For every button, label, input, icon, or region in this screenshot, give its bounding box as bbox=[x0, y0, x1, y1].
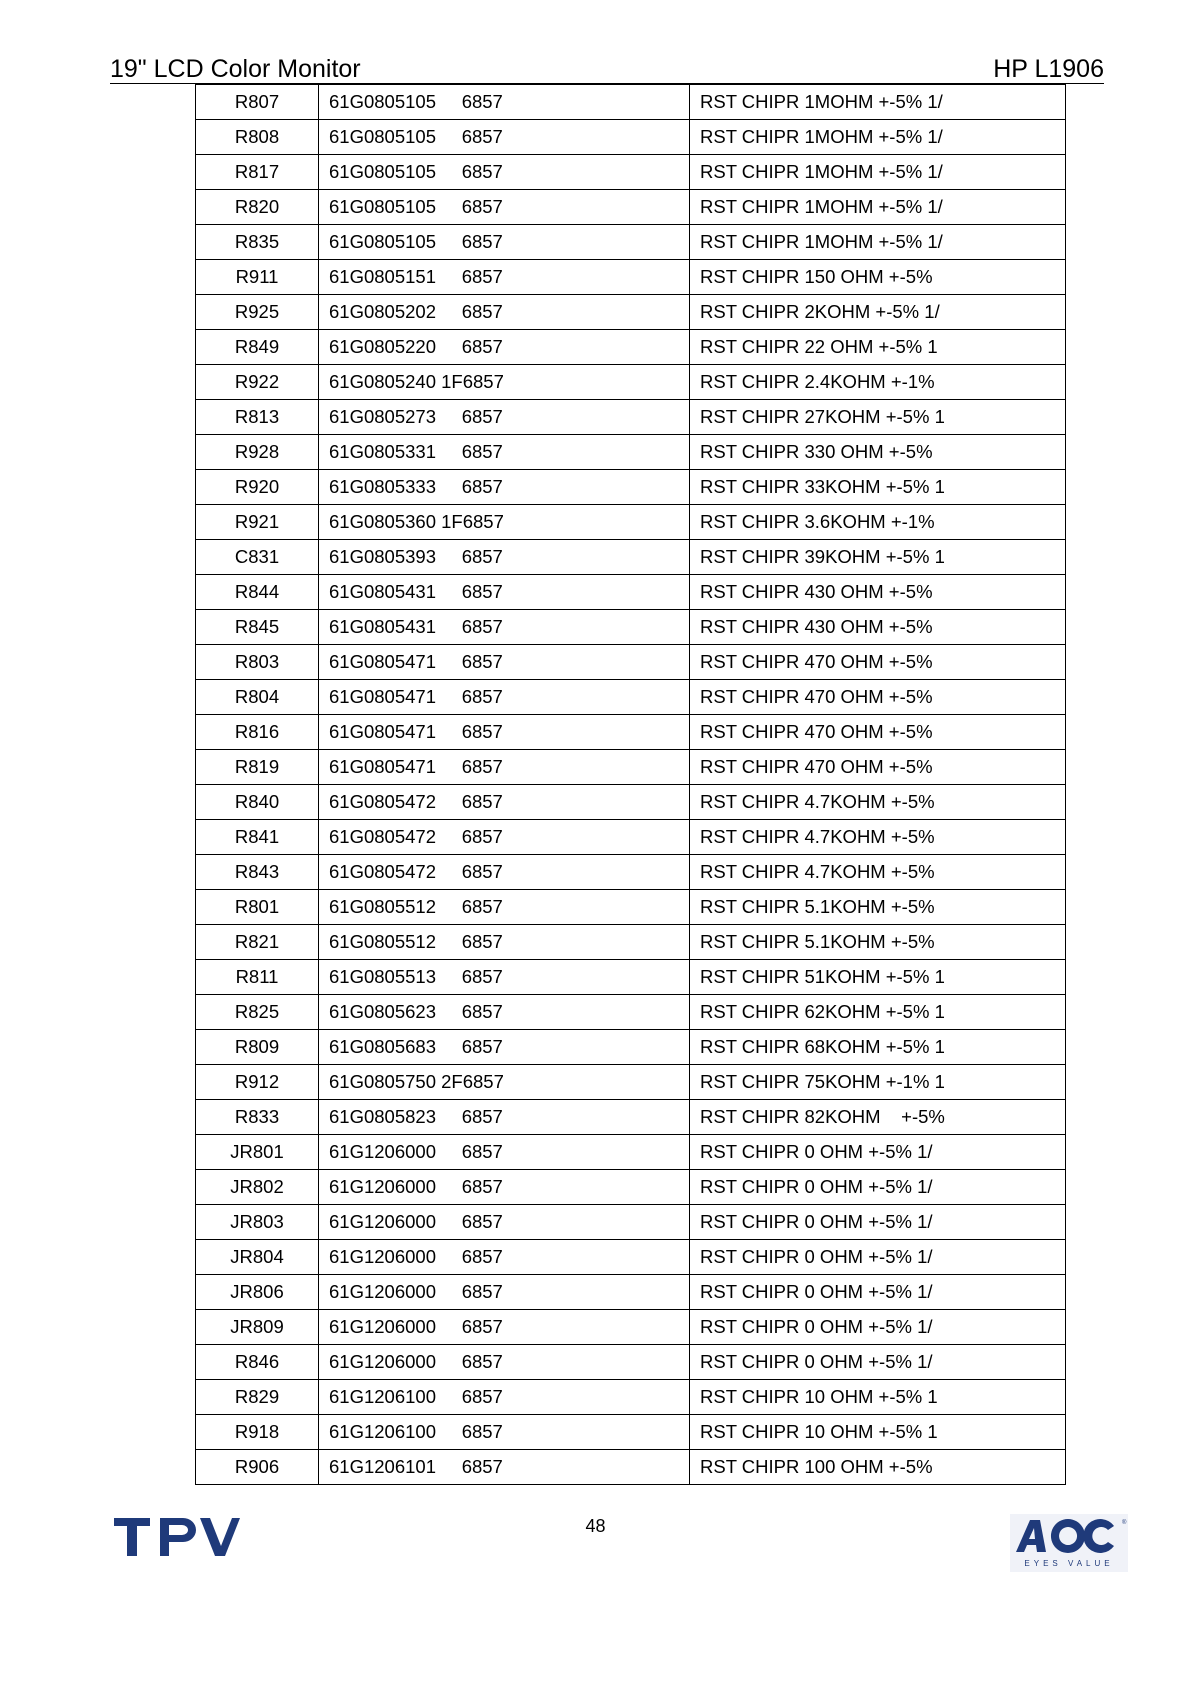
ref-cell: JR803 bbox=[196, 1205, 319, 1240]
part-number-cell: 61G0805512 6857 bbox=[319, 890, 690, 925]
description-cell: RST CHIPR 0 OHM +-5% 1/ bbox=[690, 1310, 1066, 1345]
table-row bbox=[196, 855, 1066, 890]
table-row bbox=[196, 575, 1066, 610]
table-row bbox=[196, 1415, 1066, 1450]
ref-cell: R928 bbox=[196, 435, 319, 470]
table-row bbox=[196, 295, 1066, 330]
description-cell: RST CHIPR 10 OHM +-5% 1 bbox=[690, 1380, 1066, 1415]
part-number-cell: 61G1206100 6857 bbox=[319, 1380, 690, 1415]
table-row bbox=[196, 1345, 1066, 1380]
part-number-cell: 61G1206000 6857 bbox=[319, 1275, 690, 1310]
table-row bbox=[196, 85, 1066, 120]
table-row bbox=[196, 190, 1066, 225]
description-cell: RST CHIPR 470 OHM +-5% bbox=[690, 645, 1066, 680]
table-row bbox=[196, 1065, 1066, 1100]
ref-cell: R911 bbox=[196, 260, 319, 295]
table-row bbox=[196, 1240, 1066, 1275]
tpv-logo bbox=[114, 1516, 240, 1565]
table-row bbox=[196, 1135, 1066, 1170]
description-cell: RST CHIPR 82KOHM +-5% bbox=[690, 1100, 1066, 1135]
table-row bbox=[196, 960, 1066, 995]
table-row bbox=[196, 155, 1066, 190]
part-number-cell: 61G0805471 6857 bbox=[319, 680, 690, 715]
description-cell: RST CHIPR 430 OHM +-5% bbox=[690, 575, 1066, 610]
ref-cell: R808 bbox=[196, 120, 319, 155]
part-number-cell: 61G0805393 6857 bbox=[319, 540, 690, 575]
description-cell: RST CHIPR 430 OHM +-5% bbox=[690, 610, 1066, 645]
page-header bbox=[110, 50, 1104, 84]
ref-cell: R844 bbox=[196, 575, 319, 610]
description-cell: RST CHIPR 51KOHM +-5% 1 bbox=[690, 960, 1066, 995]
ref-cell: R804 bbox=[196, 680, 319, 715]
ref-cell: R920 bbox=[196, 470, 319, 505]
ref-cell: R803 bbox=[196, 645, 319, 680]
part-number-cell: 61G0805683 6857 bbox=[319, 1030, 690, 1065]
part-number-cell: 61G1206000 6857 bbox=[319, 1170, 690, 1205]
ref-cell: R918 bbox=[196, 1415, 319, 1450]
table-row bbox=[196, 505, 1066, 540]
table-row bbox=[196, 330, 1066, 365]
part-number-cell: 61G1206000 6857 bbox=[319, 1240, 690, 1275]
part-number-cell: 61G0805471 6857 bbox=[319, 645, 690, 680]
description-cell: RST CHIPR 0 OHM +-5% 1/ bbox=[690, 1135, 1066, 1170]
description-cell: RST CHIPR 0 OHM +-5% 1/ bbox=[690, 1240, 1066, 1275]
ref-cell: R816 bbox=[196, 715, 319, 750]
table-row bbox=[196, 1380, 1066, 1415]
ref-cell: R845 bbox=[196, 610, 319, 645]
ref-cell: JR801 bbox=[196, 1135, 319, 1170]
ref-cell: R820 bbox=[196, 190, 319, 225]
part-number-cell: 61G0805623 6857 bbox=[319, 995, 690, 1030]
table-row bbox=[196, 1450, 1066, 1485]
part-number-cell: 61G0805471 6857 bbox=[319, 750, 690, 785]
description-cell: RST CHIPR 0 OHM +-5% 1/ bbox=[690, 1170, 1066, 1205]
ref-cell: R809 bbox=[196, 1030, 319, 1065]
table-row bbox=[196, 1100, 1066, 1135]
part-number-cell: 61G0805431 6857 bbox=[319, 575, 690, 610]
part-number-cell: 61G1206000 6857 bbox=[319, 1345, 690, 1380]
table-row bbox=[196, 680, 1066, 715]
description-cell: RST CHIPR 4.7KOHM +-5% bbox=[690, 785, 1066, 820]
table-row bbox=[196, 400, 1066, 435]
description-cell: RST CHIPR 3.6KOHM +-1% bbox=[690, 505, 1066, 540]
table-row bbox=[196, 365, 1066, 400]
ref-cell: JR809 bbox=[196, 1310, 319, 1345]
description-cell: RST CHIPR 27KOHM +-5% 1 bbox=[690, 400, 1066, 435]
ref-cell: R835 bbox=[196, 225, 319, 260]
ref-cell: R843 bbox=[196, 855, 319, 890]
part-number-cell: 61G0805151 6857 bbox=[319, 260, 690, 295]
aoc-tagline: EYES VALUE bbox=[1024, 1559, 1114, 1568]
description-cell: RST CHIPR 10 OHM +-5% 1 bbox=[690, 1415, 1066, 1450]
table-row bbox=[196, 1170, 1066, 1205]
ref-cell: R846 bbox=[196, 1345, 319, 1380]
part-number-cell: 61G0805105 6857 bbox=[319, 225, 690, 260]
ref-cell: R817 bbox=[196, 155, 319, 190]
table-row bbox=[196, 260, 1066, 295]
table-row bbox=[196, 750, 1066, 785]
table-row bbox=[196, 1275, 1066, 1310]
description-cell: RST CHIPR 2.4KOHM +-1% bbox=[690, 365, 1066, 400]
aoc-logo bbox=[1010, 1514, 1128, 1577]
ref-cell: R801 bbox=[196, 890, 319, 925]
table-row bbox=[196, 1030, 1066, 1065]
description-cell: RST CHIPR 150 OHM +-5% bbox=[690, 260, 1066, 295]
part-number-cell: 61G0805431 6857 bbox=[319, 610, 690, 645]
part-number-cell: 61G1206101 6857 bbox=[319, 1450, 690, 1485]
part-number-cell: 61G0805471 6857 bbox=[319, 715, 690, 750]
ref-cell: R841 bbox=[196, 820, 319, 855]
part-number-cell: 61G0805273 6857 bbox=[319, 400, 690, 435]
description-cell: RST CHIPR 1MOHM +-5% 1/ bbox=[690, 190, 1066, 225]
part-number-cell: 61G1206000 6857 bbox=[319, 1205, 690, 1240]
ref-cell: R811 bbox=[196, 960, 319, 995]
part-number-cell: 61G0805331 6857 bbox=[319, 435, 690, 470]
table-row bbox=[196, 890, 1066, 925]
description-cell: RST CHIPR 470 OHM +-5% bbox=[690, 715, 1066, 750]
table-row bbox=[196, 995, 1066, 1030]
part-number-cell: 61G0805360 1F6857 bbox=[319, 505, 690, 540]
description-cell: RST CHIPR 75KOHM +-1% 1 bbox=[690, 1065, 1066, 1100]
part-number-cell: 61G0805513 6857 bbox=[319, 960, 690, 995]
description-cell: RST CHIPR 2KOHM +-5% 1/ bbox=[690, 295, 1066, 330]
table-row bbox=[196, 470, 1066, 505]
description-cell: RST CHIPR 5.1KOHM +-5% bbox=[690, 925, 1066, 960]
description-cell: RST CHIPR 0 OHM +-5% 1/ bbox=[690, 1345, 1066, 1380]
ref-cell: R813 bbox=[196, 400, 319, 435]
part-number-cell: 61G0805750 2F6857 bbox=[319, 1065, 690, 1100]
ref-cell: R921 bbox=[196, 505, 319, 540]
part-number-cell: 61G0805472 6857 bbox=[319, 785, 690, 820]
description-cell: RST CHIPR 1MOHM +-5% 1/ bbox=[690, 155, 1066, 190]
ref-cell: R912 bbox=[196, 1065, 319, 1100]
ref-cell: R906 bbox=[196, 1450, 319, 1485]
part-number-cell: 61G0805823 6857 bbox=[319, 1100, 690, 1135]
description-cell: RST CHIPR 62KOHM +-5% 1 bbox=[690, 995, 1066, 1030]
part-number-cell: 61G1206000 6857 bbox=[319, 1135, 690, 1170]
ref-cell: C831 bbox=[196, 540, 319, 575]
document-title: 19" LCD Color Monitor bbox=[110, 55, 361, 83]
ref-cell: R922 bbox=[196, 365, 319, 400]
table-row bbox=[196, 540, 1066, 575]
part-number-cell: 61G0805472 6857 bbox=[319, 820, 690, 855]
ref-cell: R925 bbox=[196, 295, 319, 330]
table-row bbox=[196, 715, 1066, 750]
ref-cell: JR802 bbox=[196, 1170, 319, 1205]
page-number: 48 bbox=[585, 1516, 606, 1536]
description-cell: RST CHIPR 39KOHM +-5% 1 bbox=[690, 540, 1066, 575]
description-cell: RST CHIPR 470 OHM +-5% bbox=[690, 750, 1066, 785]
part-number-cell: 61G0805105 6857 bbox=[319, 155, 690, 190]
ref-cell: R819 bbox=[196, 750, 319, 785]
table-row bbox=[196, 785, 1066, 820]
description-cell: RST CHIPR 100 OHM +-5% bbox=[690, 1450, 1066, 1485]
part-number-cell: 61G1206000 6857 bbox=[319, 1310, 690, 1345]
part-number-cell: 61G0805105 6857 bbox=[319, 85, 690, 120]
part-number-cell: 61G1206100 6857 bbox=[319, 1415, 690, 1450]
table-row bbox=[196, 225, 1066, 260]
description-cell: RST CHIPR 22 OHM +-5% 1 bbox=[690, 330, 1066, 365]
table-row bbox=[196, 120, 1066, 155]
description-cell: RST CHIPR 33KOHM +-5% 1 bbox=[690, 470, 1066, 505]
table-row bbox=[196, 925, 1066, 960]
description-cell: RST CHIPR 1MOHM +-5% 1/ bbox=[690, 225, 1066, 260]
part-number-cell: 61G0805240 1F6857 bbox=[319, 365, 690, 400]
ref-cell: R833 bbox=[196, 1100, 319, 1135]
description-cell: RST CHIPR 330 OHM +-5% bbox=[690, 435, 1066, 470]
description-cell: RST CHIPR 0 OHM +-5% 1/ bbox=[690, 1205, 1066, 1240]
description-cell: RST CHIPR 4.7KOHM +-5% bbox=[690, 820, 1066, 855]
part-number-cell: 61G0805220 6857 bbox=[319, 330, 690, 365]
description-cell: RST CHIPR 4.7KOHM +-5% bbox=[690, 855, 1066, 890]
table-row bbox=[196, 435, 1066, 470]
part-number-cell: 61G0805472 6857 bbox=[319, 855, 690, 890]
part-number-cell: 61G0805202 6857 bbox=[319, 295, 690, 330]
table-row bbox=[196, 610, 1066, 645]
part-number-cell: 61G0805105 6857 bbox=[319, 120, 690, 155]
part-number-cell: 61G0805333 6857 bbox=[319, 470, 690, 505]
part-number-cell: 61G0805512 6857 bbox=[319, 925, 690, 960]
model-name: HP L1906 bbox=[993, 55, 1104, 83]
table-row bbox=[196, 820, 1066, 855]
ref-cell: R821 bbox=[196, 925, 319, 960]
part-number-cell: 61G0805105 6857 bbox=[319, 190, 690, 225]
ref-cell: R825 bbox=[196, 995, 319, 1030]
ref-cell: R840 bbox=[196, 785, 319, 820]
description-cell: RST CHIPR 5.1KOHM +-5% bbox=[690, 890, 1066, 925]
table-row bbox=[196, 1310, 1066, 1345]
description-cell: RST CHIPR 0 OHM +-5% 1/ bbox=[690, 1275, 1066, 1310]
parts-table bbox=[195, 84, 1066, 1485]
ref-cell: R807 bbox=[196, 85, 319, 120]
description-cell: RST CHIPR 1MOHM +-5% 1/ bbox=[690, 120, 1066, 155]
table-row bbox=[196, 1205, 1066, 1240]
description-cell: RST CHIPR 68KOHM +-5% 1 bbox=[690, 1030, 1066, 1065]
description-cell: RST CHIPR 1MOHM +-5% 1/ bbox=[690, 85, 1066, 120]
ref-cell: R829 bbox=[196, 1380, 319, 1415]
ref-cell: R849 bbox=[196, 330, 319, 365]
table-row bbox=[196, 645, 1066, 680]
svg-text:®: ® bbox=[1122, 1520, 1127, 1526]
description-cell: RST CHIPR 470 OHM +-5% bbox=[690, 680, 1066, 715]
ref-cell: JR806 bbox=[196, 1275, 319, 1310]
ref-cell: JR804 bbox=[196, 1240, 319, 1275]
